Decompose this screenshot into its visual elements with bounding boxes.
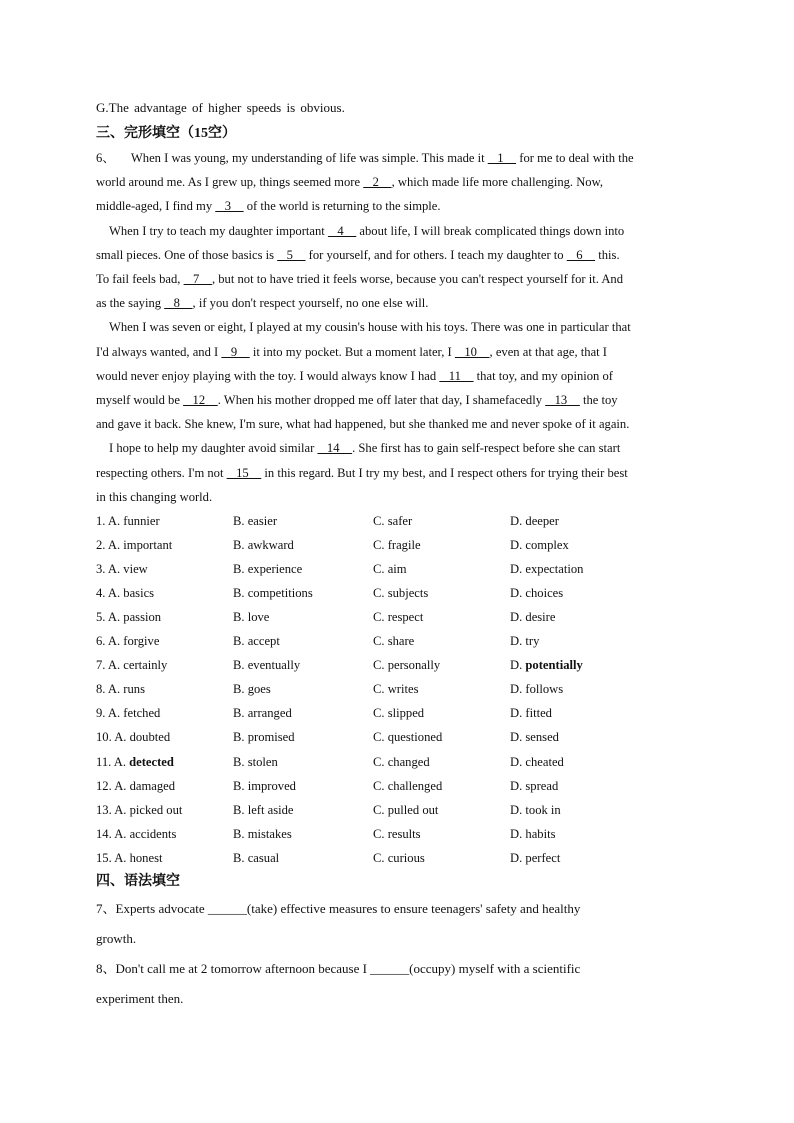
option-row bbox=[96, 822, 630, 846]
passage-text: for yourself, and for others. I teach my daughter to bbox=[305, 247, 567, 262]
option-c[interactable]: C. writes bbox=[373, 682, 419, 697]
option-c[interactable]: C. personally bbox=[373, 658, 441, 673]
option-row bbox=[96, 750, 630, 774]
passage-text: of the world is returning to the simple. bbox=[243, 199, 441, 214]
option-a[interactable]: 10. A. doubted bbox=[96, 730, 171, 745]
passage-text: , which made life more challenging. Now, bbox=[391, 175, 604, 190]
section-4-title: 四、语法填空 bbox=[96, 874, 180, 890]
cloze-blank[interactable]: 9 bbox=[221, 344, 250, 359]
option-a[interactable]: 15. A. honest bbox=[96, 850, 163, 865]
passage-line bbox=[96, 170, 696, 194]
option-row bbox=[96, 630, 630, 654]
cloze-blank[interactable]: 11 bbox=[439, 368, 474, 383]
option-d[interactable]: D. fitted bbox=[510, 706, 552, 721]
cloze-blank[interactable]: 12 bbox=[183, 393, 218, 408]
option-c[interactable]: C. curious bbox=[373, 850, 425, 865]
option-c[interactable]: C. slipped bbox=[373, 706, 425, 721]
paragraph-2 bbox=[96, 219, 696, 316]
option-a[interactable]: 13. A. picked out bbox=[96, 802, 183, 817]
option-a[interactable]: 2. A. important bbox=[96, 537, 173, 552]
option-c[interactable]: C. challenged bbox=[373, 778, 443, 793]
option-b[interactable]: B. awkward bbox=[233, 537, 294, 552]
option-row bbox=[96, 774, 630, 798]
passage-text: , but not to have tried it feels worse, because you can't respect yourself for it. And bbox=[211, 272, 624, 287]
option-row bbox=[96, 846, 630, 870]
option-d[interactable]: D. desire bbox=[510, 609, 556, 624]
passage-line bbox=[96, 243, 696, 267]
option-b[interactable]: B. accept bbox=[233, 634, 280, 649]
passage-text: . She first has to gain self-respect before she can start bbox=[352, 441, 621, 456]
option-a[interactable]: 6. A. forgive bbox=[96, 634, 160, 649]
option-b[interactable]: B. eventually bbox=[233, 658, 301, 673]
option-a[interactable]: 12. A. damaged bbox=[96, 778, 176, 793]
passage-line bbox=[96, 388, 696, 412]
cloze-blank[interactable]: 10 bbox=[454, 344, 490, 359]
option-c[interactable]: C. share bbox=[373, 634, 415, 649]
question-7-line-2: growth. bbox=[96, 931, 137, 947]
option-g-line: G.The advantage of higher speeds is obvious. bbox=[96, 100, 345, 115]
option-d[interactable]: D. deeper bbox=[510, 513, 559, 528]
option-b[interactable]: B. casual bbox=[233, 850, 280, 865]
passage-text: When I was young, my understanding of life was simple. This made it bbox=[130, 151, 488, 165]
option-b[interactable]: B. improved bbox=[233, 778, 296, 793]
option-row bbox=[96, 557, 630, 581]
option-b[interactable]: B. goes bbox=[233, 682, 271, 697]
paragraph-4 bbox=[96, 436, 696, 509]
option-a[interactable]: 5. A. passion bbox=[96, 609, 162, 624]
passage-text: this. bbox=[595, 247, 620, 262]
option-b[interactable]: B. arranged bbox=[233, 706, 292, 721]
option-c[interactable]: C. respect bbox=[373, 609, 424, 624]
option-d[interactable]: D. cheated bbox=[510, 754, 564, 769]
passage-text: middle-aged, I find my bbox=[96, 199, 216, 214]
option-c[interactable]: C. questioned bbox=[373, 730, 443, 745]
passage-text: respecting others. I'm not bbox=[96, 465, 227, 480]
passage-text: I'd always wanted, and I bbox=[96, 344, 222, 359]
option-a[interactable]: 8. A. runs bbox=[96, 682, 145, 697]
passage-text: When I try to teach my daughter important bbox=[109, 223, 328, 238]
option-row bbox=[96, 798, 630, 822]
passage-text: myself would be bbox=[96, 393, 184, 408]
passage-text: , if you don't respect yourself, no one else will. bbox=[192, 296, 429, 311]
cloze-blank[interactable]: 5 bbox=[277, 247, 306, 262]
question-8-line-2: experiment then. bbox=[96, 991, 184, 1007]
question-8-line-1: 8、Don't call me at 2 tomorrow afternoon because I ______(occupy) myself with a scientific bbox=[96, 961, 581, 977]
passage-line bbox=[96, 146, 696, 170]
exam-page bbox=[96, 96, 696, 1014]
option-b[interactable]: B. competitions bbox=[233, 585, 313, 600]
option-a[interactable]: 4. A. basics bbox=[96, 585, 155, 600]
passage-line bbox=[96, 485, 696, 509]
passage-line bbox=[96, 436, 696, 460]
cloze-blank[interactable]: 13 bbox=[545, 393, 580, 408]
option-d[interactable]: D. try bbox=[510, 634, 540, 649]
option-row bbox=[96, 509, 630, 533]
option-d[interactable]: D. spread bbox=[510, 778, 559, 793]
option-row bbox=[96, 654, 630, 678]
passage-text: for me to deal with the bbox=[516, 151, 634, 165]
highlighted-answer: potentially bbox=[525, 658, 583, 673]
option-d[interactable]: D. expectation bbox=[510, 561, 584, 576]
option-c[interactable]: C. pulled out bbox=[373, 802, 439, 817]
option-d[interactable]: D. habits bbox=[510, 826, 556, 841]
option-d[interactable]: D. follows bbox=[510, 682, 564, 697]
paragraph-3 bbox=[96, 315, 696, 436]
option-row bbox=[96, 581, 630, 605]
cloze-blank[interactable]: 14 bbox=[317, 441, 353, 456]
passage-text: the toy bbox=[579, 393, 618, 408]
passage-text: about life, I will break complicated things down into bbox=[356, 223, 625, 238]
option-row bbox=[96, 702, 630, 726]
question-7-line-1: 7、Experts advocate ______(take) effective measures to ensure teenagers' safety and healthy bbox=[96, 901, 581, 917]
passage-text: I hope to help my daughter avoid similar bbox=[109, 441, 318, 456]
option-b[interactable]: B. easier bbox=[233, 513, 278, 528]
passage-text: that toy, and my opinion of bbox=[473, 368, 613, 383]
cloze-blank[interactable]: 4 bbox=[327, 223, 357, 238]
passage-text: , even at that age, that I bbox=[489, 344, 608, 359]
option-b[interactable]: B. love bbox=[233, 609, 270, 624]
option-b[interactable]: B. mistakes bbox=[233, 826, 292, 841]
option-d[interactable]: D. potentially bbox=[510, 658, 583, 673]
passage-line bbox=[96, 219, 696, 243]
passage-text: in this regard. But I try my best, and I respect others for trying their best bbox=[261, 465, 628, 480]
passage-text: in this changing world. bbox=[96, 489, 213, 504]
option-d[interactable]: D. took in bbox=[510, 802, 561, 817]
option-b[interactable]: B. experience bbox=[233, 561, 303, 576]
cloze-passage bbox=[96, 146, 696, 509]
passage-text: small pieces. One of those basics is bbox=[96, 247, 278, 262]
option-a[interactable]: 11. A. detected bbox=[96, 754, 174, 769]
option-c[interactable]: C. safer bbox=[373, 513, 413, 528]
section-3-title: 三、完形填空（15空） bbox=[96, 126, 236, 141]
option-c[interactable]: C. aim bbox=[373, 561, 407, 576]
passage-text: would never enjoy playing with the toy. I would always know I had bbox=[96, 368, 440, 383]
passage-text: . When his mother dropped me off later that day, I shamefacedly bbox=[217, 393, 546, 408]
cloze-blank[interactable]: 6 bbox=[566, 247, 596, 262]
option-row bbox=[96, 678, 630, 702]
cloze-blank[interactable]: 3 bbox=[215, 199, 244, 214]
passage-text: To fail feels bad, bbox=[96, 272, 184, 287]
cloze-blank[interactable]: 2 bbox=[363, 175, 392, 190]
option-d[interactable]: D. choices bbox=[510, 585, 564, 600]
passage-text: it into my pocket. But a moment later, I bbox=[249, 344, 455, 359]
option-c[interactable]: C. subjects bbox=[373, 585, 429, 600]
option-a[interactable]: 9. A. fetched bbox=[96, 706, 161, 721]
passage-line bbox=[96, 340, 696, 364]
passage-text: and gave it back. She knew, I'm sure, what had happened, but she thanked me and never spoke of it again. bbox=[96, 417, 630, 432]
cloze-blank[interactable]: 7 bbox=[183, 272, 212, 287]
passage-text: as the saying bbox=[96, 296, 165, 311]
cloze-blank[interactable]: 1 bbox=[487, 151, 517, 165]
passage-line bbox=[96, 461, 696, 485]
question-number: 6、 bbox=[96, 151, 115, 165]
options-table bbox=[96, 509, 630, 870]
passage-line bbox=[96, 194, 696, 218]
option-a[interactable]: 3. A. view bbox=[96, 561, 148, 576]
option-c[interactable]: C. changed bbox=[373, 754, 430, 769]
option-row bbox=[96, 605, 630, 629]
option-row bbox=[96, 533, 630, 557]
passage-line bbox=[96, 291, 696, 315]
passage-line bbox=[96, 364, 696, 388]
cloze-blank[interactable]: 15 bbox=[226, 465, 262, 480]
option-row bbox=[96, 726, 630, 750]
cloze-blank[interactable]: 8 bbox=[164, 296, 193, 311]
paragraph-1 bbox=[96, 146, 696, 219]
option-c[interactable]: C. results bbox=[373, 826, 421, 841]
option-d[interactable]: D. complex bbox=[510, 537, 569, 552]
highlighted-answer: detected bbox=[129, 754, 174, 769]
option-d[interactable]: D. perfect bbox=[510, 850, 561, 865]
passage-line bbox=[96, 315, 696, 339]
passage-line bbox=[96, 412, 696, 436]
passage-text: When I was seven or eight, I played at my cousin's house with his toys. There was one in particular that bbox=[109, 320, 631, 335]
passage-text: world around me. As I grew up, things seemed more bbox=[96, 175, 364, 190]
option-d[interactable]: D. sensed bbox=[510, 730, 559, 745]
passage-line bbox=[96, 267, 696, 291]
option-a[interactable]: 14. A. accidents bbox=[96, 826, 177, 841]
option-a[interactable]: 1. A. funnier bbox=[96, 513, 160, 528]
option-b[interactable]: B. promised bbox=[233, 730, 295, 745]
option-a[interactable]: 7. A. certainly bbox=[96, 658, 168, 673]
option-b[interactable]: B. left aside bbox=[233, 802, 294, 817]
option-c[interactable]: C. fragile bbox=[373, 537, 421, 552]
option-b[interactable]: B. stolen bbox=[233, 754, 278, 769]
